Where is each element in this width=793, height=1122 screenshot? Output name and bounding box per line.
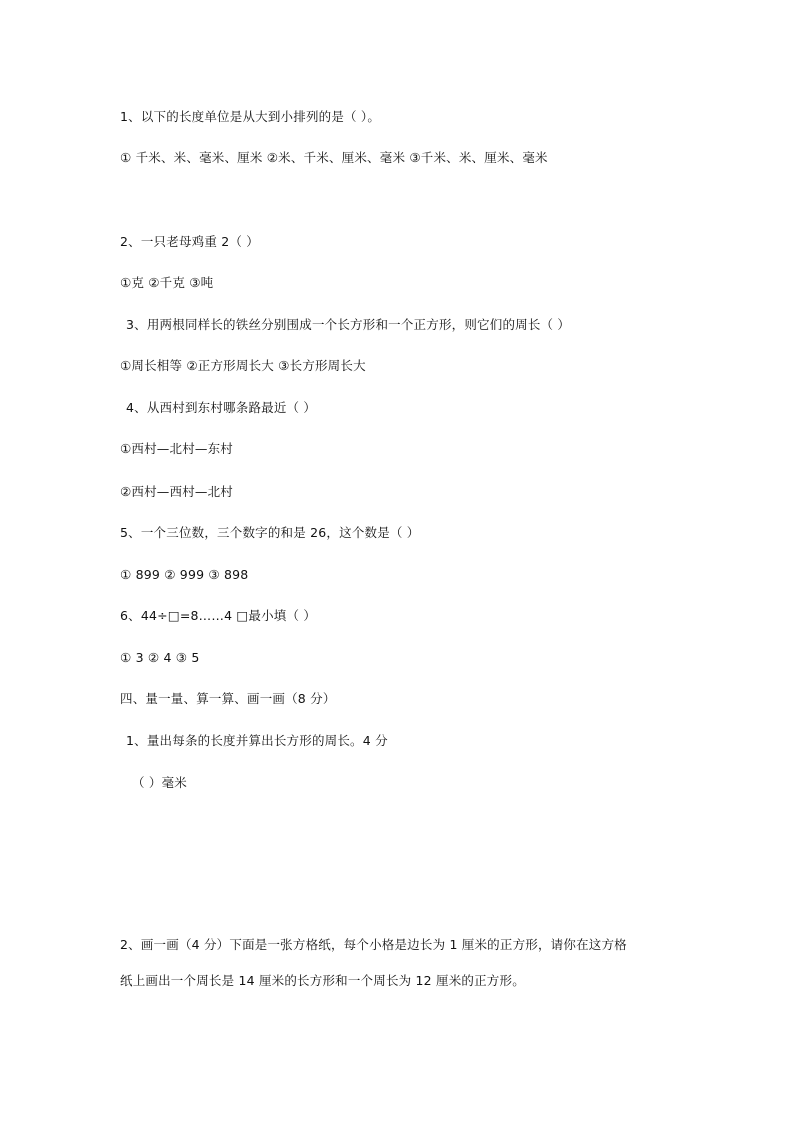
question-1-options: ① 千米、米、毫米、厘米 ②米、千米、厘米、毫米 ③千米、米、厘米、毫米 — [120, 150, 548, 165]
question-5-options: ① 899 ② 999 ③ 898 — [120, 567, 249, 582]
section-heading-4: 四、量一量、算一算、画一画（8 分） — [120, 691, 336, 706]
question-4: 4、从西村到东村哪条路最近（ ） — [126, 400, 317, 415]
question-5: 5、一个三位数，三个数字的和是 26，这个数是（ ） — [120, 525, 420, 540]
question-4-option-2: ②西村—西村—北村 — [120, 484, 234, 499]
question-1: 1、以下的长度单位是从大到小排列的是（ ）。 — [120, 109, 381, 124]
answer-blank-mm: （ ）毫米 — [132, 775, 187, 790]
question-3-options: ①周长相等 ②正方形周长大 ③长方形周长大 — [120, 358, 366, 373]
question-3: 3、用两根同样长的铁丝分别围成一个长方形和一个正方形，则它们的周长（ ） — [126, 317, 571, 332]
question-2: 2、一只老母鸡重 2（ ） — [120, 234, 259, 249]
question-4-option-1: ①西村—北村—东村 — [120, 441, 234, 456]
section-4-question-2-line-2: 纸上画出一个周长是 14 厘米的长方形和一个周长为 12 厘米的正方形。 — [120, 973, 525, 988]
question-6-options: ① 3 ② 4 ③ 5 — [120, 650, 200, 665]
question-2-options: ①克 ②千克 ③吨 — [120, 275, 214, 290]
section-4-question-2-line-1: 2、画一画（4 分）下面是一张方格纸，每个小格是边长为 1 厘米的正方形，请你在这方格 — [120, 937, 627, 952]
section-4-question-1: 1、量出每条的长度并算出长方形的周长。4 分 — [126, 733, 388, 748]
question-6: 6、44÷□=8……4 □最小填（ ） — [120, 608, 317, 623]
